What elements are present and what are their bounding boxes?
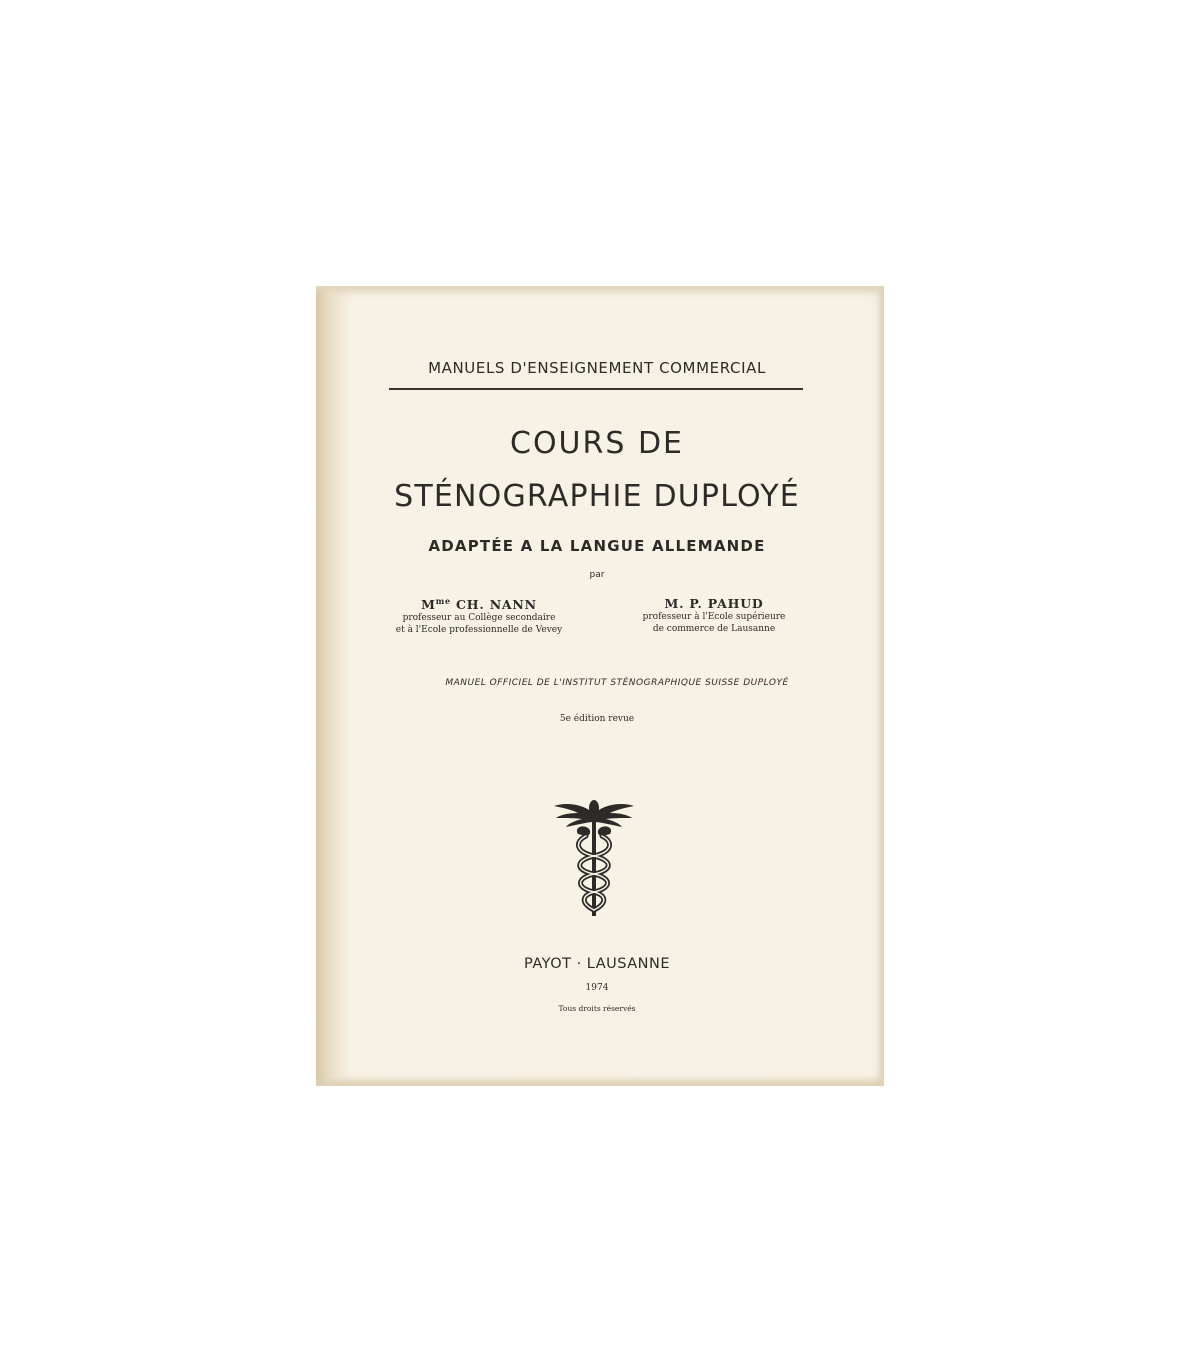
book-cover: [316, 286, 884, 1086]
author-nann-name: [374, 596, 584, 612]
author-nann-role-line2: et à l'Ecole professionnelle de Vevey: [395, 625, 563, 636]
author-pahud-name: M. P. PAHUD: [664, 596, 764, 611]
author-pahud-role-line1: professeur à l'Ecole supérieure: [642, 612, 786, 622]
author-nann-surname: CH. NANN: [456, 597, 537, 613]
cover-top-edge: [316, 286, 884, 296]
cover-edge-stain: [316, 286, 350, 1086]
publisher: PAYOT · LAUSANNE: [524, 956, 670, 972]
author-nann-role-line1: professeur au Collège secondaire: [402, 613, 556, 624]
author-nann-prefix: M: [421, 597, 436, 613]
series-title: MANUELS D'ENSEIGNEMENT COMMERCIAL: [428, 359, 766, 377]
book-title-line2: STÉNOGRAPHIE DUPLOYÉ: [394, 479, 800, 514]
rights-notice: Tous droits réservés: [558, 1004, 636, 1013]
official-manual-note: MANUEL OFFICIEL DE L'INSTITUT STÉNOGRAPHIQUE SUISSE DUPLOYÉ: [445, 678, 789, 688]
cover-right-edge: [876, 286, 884, 1086]
author-pahud: [634, 596, 794, 635]
publication-year: 1974: [585, 983, 609, 993]
author-nann: [374, 596, 584, 636]
by-label: par: [589, 570, 605, 580]
series-divider: [389, 388, 803, 390]
edition-note: 5e édition revue: [559, 714, 635, 724]
caduceus-icon: [552, 798, 636, 920]
book-subtitle: ADAPTÉE A LA LANGUE ALLEMANDE: [428, 537, 766, 555]
author-pahud-role-line2: de commerce de Lausanne: [652, 624, 776, 634]
author-nann-prefix-sup: me: [435, 596, 451, 606]
cover-bottom-edge: [316, 1076, 884, 1086]
book-title-line1: COURS DE: [510, 426, 684, 461]
